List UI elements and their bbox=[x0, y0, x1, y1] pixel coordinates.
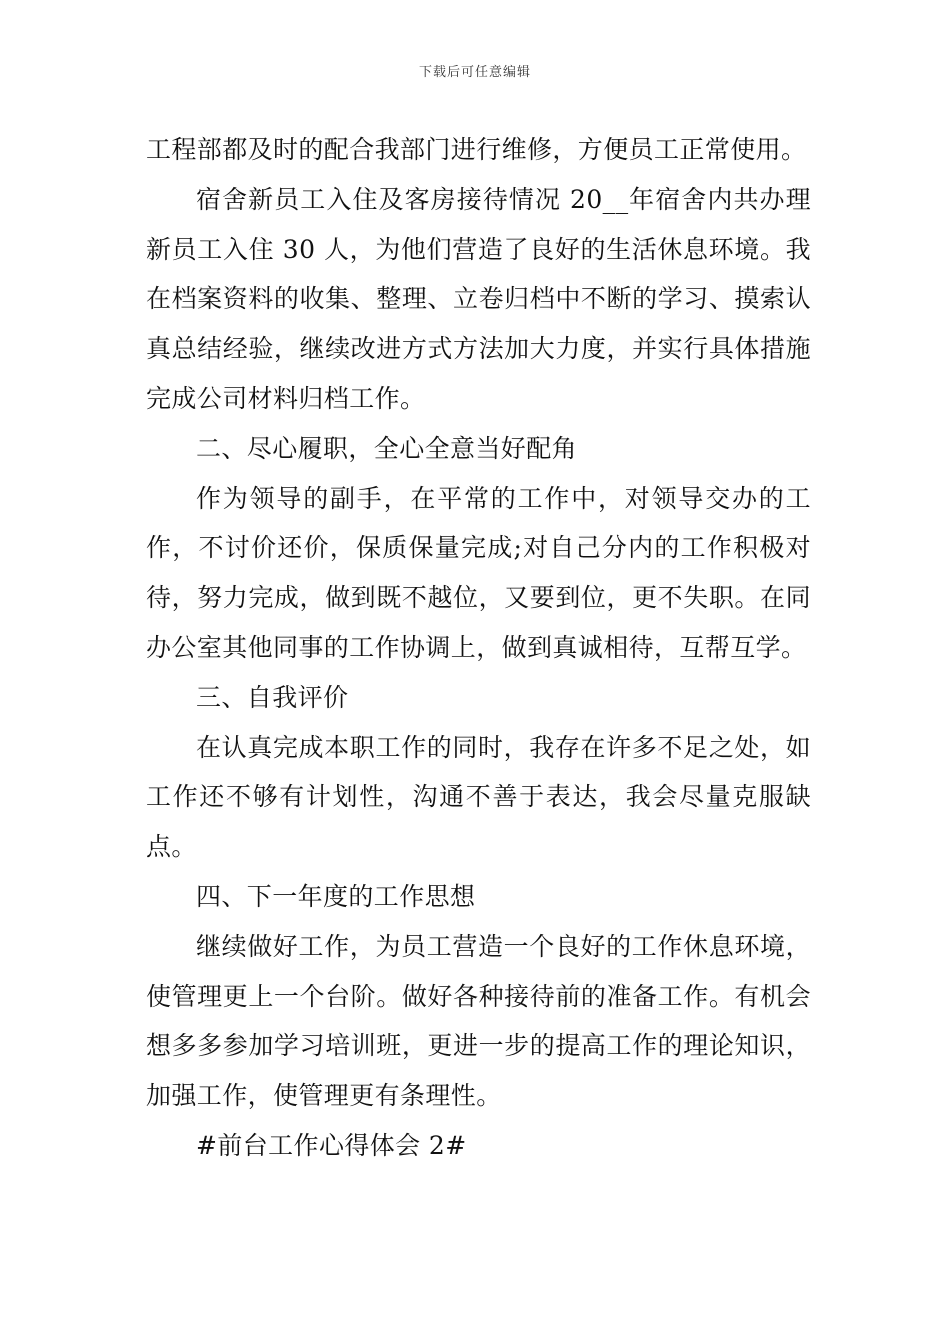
paragraph-continuation: 工程部都及时的配合我部门进行维修，方便员工正常使用。 bbox=[146, 135, 807, 164]
paragraph-next-year: 继续做好工作，为员工营造一个良好的工作休息环境，使管理更上一个台阶。做好各种接待前的准备工作。有机会想多多参加学习培训班，更进一步的提高工作的理论知识，加强工作，使管理更有条理性。 bbox=[146, 931, 811, 1111]
paragraph-self-evaluation: 在认真完成本职工作的同时，我存在许多不足之处，如工作还不够有计划性，沟通不善于表达，我会尽量克服缺点。 bbox=[146, 732, 811, 862]
section-heading-4: 四、下一年度的工作思想 bbox=[196, 881, 476, 911]
paragraph-deputy-role: 作为领导的副手，在平常的工作中，对领导交办的工作，不讨价还价，保质保量完成;对自己分内的工作积极对待，努力完成，做到既不越位，又要到位，更不失职。在同办公室其他同事的工作协调上，做到真诚相待，互帮互学。 bbox=[146, 483, 811, 662]
paragraph-dormitory: 宿舍新员工入住及客房接待情况 20__年宿舍内共办理新员工入住 30 人，为他们营造了良好的生活休息环境。我在档案资料的收集、整理、立卷归档中不断的学习、摸索认真总结经验，继续改进方式方法加大力度，并实行具体措施完成公司材料归档工作。 bbox=[146, 184, 811, 413]
page-header-note: 下载后可任意编辑 bbox=[418, 65, 531, 80]
section-heading-2: 二、尽心履职，全心全意当好配角 bbox=[196, 433, 578, 463]
document-body bbox=[146, 125, 811, 1171]
section-heading-3: 三、自我评价 bbox=[196, 682, 349, 712]
article-title-2: #前台工作心得体会 2# bbox=[196, 1130, 467, 1160]
